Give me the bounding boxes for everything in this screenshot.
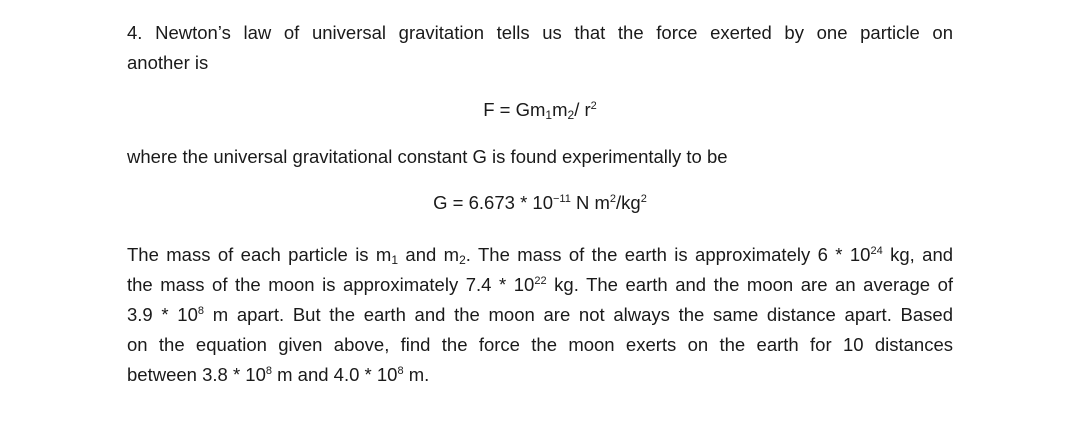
body-text: kg. The earth and the moon are an average of: [546, 274, 954, 295]
intro-line: another is: [127, 52, 209, 73]
superscript: 24: [870, 245, 883, 257]
superscript: 8: [397, 365, 404, 377]
superscript: 2: [640, 193, 647, 205]
body-text: and m: [398, 244, 460, 265]
equation-text: F = Gm: [483, 99, 546, 120]
superscript: 22: [534, 275, 547, 287]
problem-intro: [127, 18, 953, 78]
subscript: 1: [391, 253, 399, 267]
equation-text: m: [552, 99, 568, 120]
body-line: [127, 300, 953, 330]
body-text: . The mass of the earth is approximately 6 * 10: [465, 244, 871, 265]
superscript: 2: [590, 100, 597, 112]
body-text: the mass of the moon is approximately 7.4 * 10: [127, 274, 535, 295]
equation-text: /kg: [616, 192, 641, 213]
subscript: 2: [459, 253, 466, 267]
body-text: m and 4.0 * 10: [271, 364, 398, 385]
body-text: m apart. But the earth and the moon are not always the same distance apart. Based: [204, 304, 953, 325]
superscript: −11: [552, 193, 571, 205]
subscript: 1: [545, 108, 553, 122]
body-text: between 3.8 * 10: [127, 364, 266, 385]
constant-line: where the universal gravitational constant G is found experimentally to be: [127, 146, 728, 167]
constant-sentence: [127, 142, 953, 172]
body-text: 3.9 * 10: [127, 304, 198, 325]
equation-text: G = 6.673 * 10: [433, 192, 553, 213]
equation-text: / r: [574, 99, 591, 120]
intro-line: 4. Newton’s law of universal gravitation tells us that the force exerted by one particle on: [127, 22, 953, 43]
body-line: [127, 240, 953, 270]
body-text: m.: [403, 364, 430, 385]
body-text: kg, and: [882, 244, 954, 265]
problem-document: [127, 18, 953, 390]
subscript: 2: [567, 108, 575, 122]
problem-body: [127, 240, 953, 390]
body-line: on the equation given above, find the force the moon exerts on the earth for 10 distances: [127, 334, 953, 355]
equation-text: N m: [570, 192, 610, 213]
body-text: The mass of each particle is m: [127, 244, 392, 265]
body-line: [127, 360, 953, 390]
constant-equation: [127, 188, 953, 218]
force-equation: [127, 95, 953, 125]
superscript: 8: [265, 365, 272, 377]
superscript: 8: [197, 305, 205, 317]
superscript: 2: [609, 193, 617, 205]
body-line: [127, 270, 953, 300]
